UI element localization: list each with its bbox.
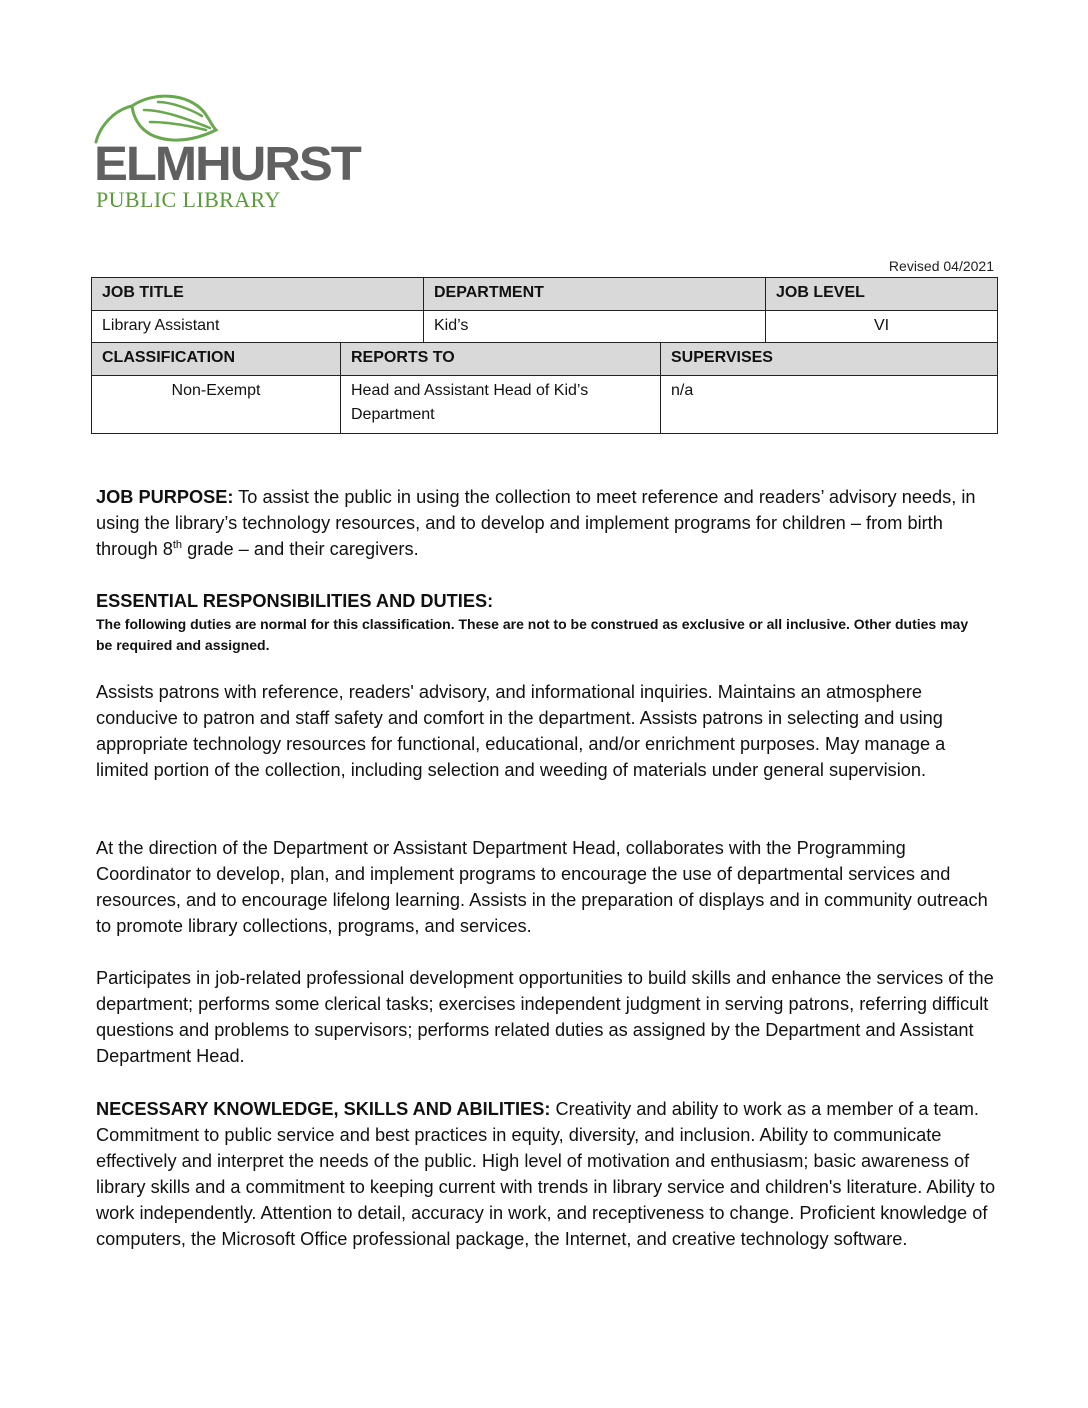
- essential-note: The following duties are normal for this classification. These are not to be construed as exclusive or all inclusive. Other duties may be required and assigned.: [96, 616, 969, 653]
- duties-paragraph-1: Assists patrons with reference, readers' advisory, and informational inquiries. Maintains an atmosphere conducive to patron and staff safety and comfort in the department. Assists patrons in selecting and using appropriate technology resources for functional, educational, and/or enrichment purposes. May manage a limited portion of the collection, including selection and weeding of materials under general supervision.: [96, 682, 946, 780]
- job-purpose-text: To assist the public in using the collection to meet reference and readers’ advisory needs, in using the library’s technology resources, and to develop and implement programs for children – from birth through 8: [96, 487, 976, 559]
- job-purpose-section: [96, 484, 996, 562]
- header-department: DEPARTMENT: [424, 278, 766, 311]
- table-header-row: [92, 343, 998, 376]
- logo-name: ELMHURST: [94, 138, 360, 191]
- knowledge-section: [96, 1096, 996, 1252]
- reports-to-value: Head and Assistant Head of Kid’s Department: [341, 376, 661, 434]
- table-row: [92, 311, 998, 343]
- header-classification: CLASSIFICATION: [92, 343, 341, 376]
- job-info-table: [91, 277, 998, 343]
- duties-paragraph-2: At the direction of the Department or Assistant Department Head, collaborates with the Programming Coordinator to develop, plan, and implement programs to encourage the use of departmental services and resources, and to encourage lifelong learning. Assists in the preparation of displays and in community outreach to promote library collections, programs, and services.: [96, 838, 988, 936]
- duties-paragraph-3: Participates in job-related professional development opportunities to build skills and enhance the services of the department; performs some clerical tasks; exercises independent judgment in serving patrons, referring difficult questions and problems to supervisors; performs related duties as assigned by the Department and Assistant Department Head.: [96, 968, 994, 1066]
- classification-value: Non-Exempt: [92, 376, 341, 434]
- department-value: Kid’s: [424, 311, 766, 343]
- job-purpose-superscript: th: [172, 538, 183, 551]
- knowledge-label: NECESSARY KNOWLEDGE, SKILLS AND ABILITIES:: [96, 1099, 551, 1119]
- supervises-value: n/a: [661, 376, 998, 434]
- classification-table: [91, 342, 998, 434]
- revision-date: Revised 04/2021: [888, 258, 994, 274]
- header-supervises: SUPERVISES: [661, 343, 998, 376]
- library-logo: [92, 92, 362, 217]
- job-title-value: Library Assistant: [92, 311, 424, 343]
- job-purpose-text-end: grade – and their caregivers.: [182, 539, 419, 559]
- table-header-row: [92, 278, 998, 311]
- header-reports-to: REPORTS TO: [341, 343, 661, 376]
- table-row: [92, 376, 998, 434]
- job-purpose-label: JOB PURPOSE:: [96, 487, 234, 507]
- job-level-value: VI: [766, 311, 998, 343]
- essential-heading: ESSENTIAL RESPONSIBILITIES AND DUTIES:: [96, 591, 494, 611]
- header-job-level: JOB LEVEL: [766, 278, 998, 311]
- logo-subtitle: PUBLIC LIBRARY: [96, 187, 281, 212]
- knowledge-text: Creativity and ability to work as a member of a team. Commitment to public service and best practices in equity, diversity, and inclusion. Ability to communicate effectively and interpret the needs of the public. High level of motivation and enthusiasm; basic awareness of library skills and a commitment to keeping current with trends in library service and children's literature. Ability to work independently. Attention to detail, accuracy in work, and receptiveness to change. Proficient knowledge of computers, the Microsoft Office professional package, the Internet, and creative technology software.: [96, 1099, 996, 1249]
- header-job-title: JOB TITLE: [92, 278, 424, 311]
